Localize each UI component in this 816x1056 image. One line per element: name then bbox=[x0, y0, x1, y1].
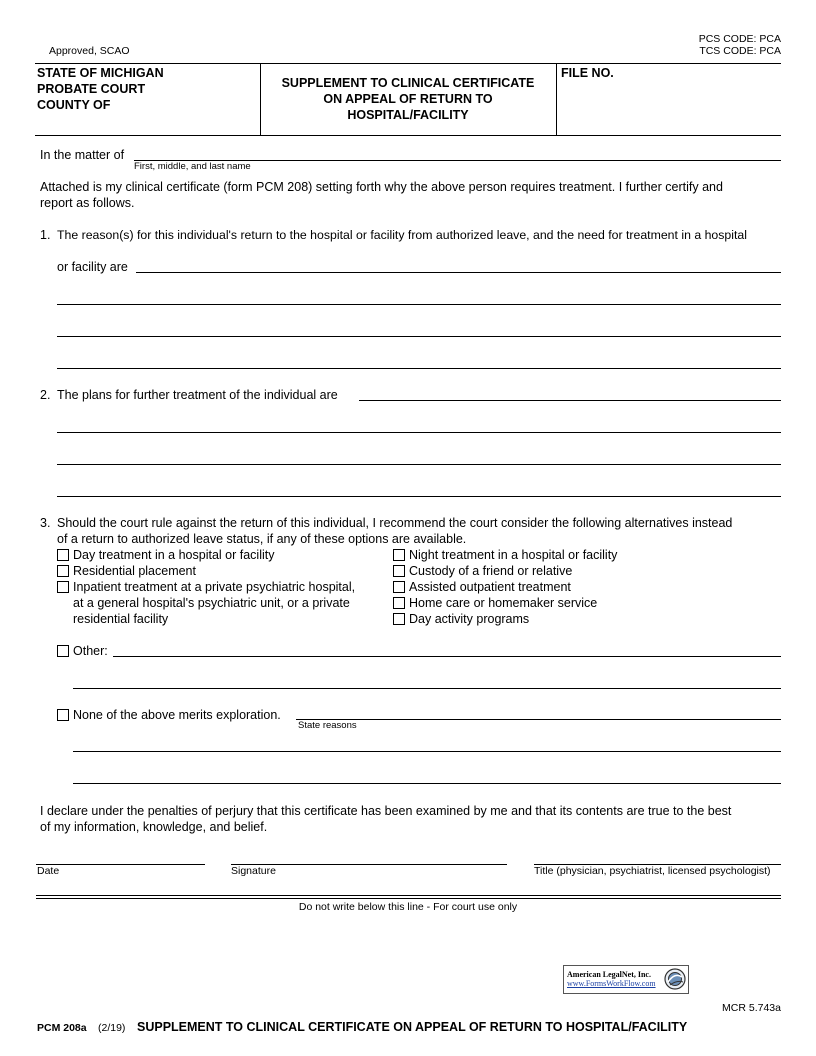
intro-line2: report as follows. bbox=[40, 196, 135, 210]
checkbox-other[interactable] bbox=[57, 645, 69, 657]
option-night-treatment: Night treatment in a hospital or facility bbox=[409, 548, 618, 562]
item1-reason-field-1[interactable] bbox=[136, 272, 781, 273]
item3-line1: Should the court rule against the return of this individual, I recommend the court consider the following alternatives instead bbox=[57, 516, 733, 530]
item2-plans-field-3[interactable] bbox=[57, 464, 781, 465]
mcr-rule: MCR 5.743a bbox=[722, 1002, 781, 1014]
item2-number: 2. bbox=[40, 388, 51, 402]
court-use-note: Do not write below this line - For court use only bbox=[298, 901, 518, 913]
tcs-code: TCS CODE: PCA bbox=[699, 45, 781, 57]
signature-label: Signature bbox=[231, 865, 276, 877]
county-label: COUNTY OF bbox=[37, 98, 111, 112]
header-bottom-rule bbox=[35, 135, 781, 136]
option-day-activity: Day activity programs bbox=[409, 612, 530, 626]
option-none-above: None of the above merits exploration. bbox=[73, 708, 281, 722]
court-use-rule-2 bbox=[36, 898, 781, 899]
date-field[interactable] bbox=[36, 864, 205, 865]
other-field-2[interactable] bbox=[73, 688, 781, 689]
none-reasons-field-2[interactable] bbox=[73, 751, 781, 752]
option-other: Other: bbox=[73, 644, 108, 658]
court-label: PROBATE COURT bbox=[37, 82, 146, 96]
date-label: Date bbox=[37, 865, 60, 877]
item1-number: 1. bbox=[40, 228, 51, 242]
item1-reason-field-2[interactable] bbox=[57, 304, 781, 305]
none-reasons-field-1[interactable] bbox=[296, 719, 781, 720]
form-title-line2: ON APPEAL OF RETURN TO bbox=[323, 92, 493, 106]
checkbox-assisted-outpatient[interactable] bbox=[393, 581, 405, 593]
option-inpatient-treatment: Inpatient treatment at a private psychiatric hospital, bbox=[73, 580, 356, 594]
logo-name: American LegalNet, Inc. bbox=[567, 970, 651, 979]
declaration-line1: I declare under the penalties of perjury that this certificate has been examined by me and that its contents are true to the best bbox=[40, 804, 732, 818]
court-use-rule-1 bbox=[36, 895, 781, 896]
intro-line1: Attached is my clinical certificate (form PCM 208) setting forth why the above person requires treatment. I further certify and bbox=[40, 180, 723, 194]
option-assisted-outpatient: Assisted outpatient treatment bbox=[409, 580, 571, 594]
none-reasons-field-3[interactable] bbox=[73, 783, 781, 784]
checkbox-day-activity[interactable] bbox=[393, 613, 405, 625]
title-label: Title (physician, psychiatrist, licensed psychologist) bbox=[534, 865, 771, 877]
option-inpatient-cont1: at a general hospital's psychiatric unit, or a private bbox=[73, 596, 350, 610]
option-day-treatment: Day treatment in a hospital or facility bbox=[73, 548, 275, 562]
option-residential-placement: Residential placement bbox=[73, 564, 196, 578]
item2-plans-field-2[interactable] bbox=[57, 432, 781, 433]
item1-reason-field-3[interactable] bbox=[57, 336, 781, 337]
item1-reason-field-4[interactable] bbox=[57, 368, 781, 369]
header-divider-right bbox=[556, 63, 557, 135]
state-reasons-hint: State reasons bbox=[298, 720, 357, 731]
checkbox-none-above[interactable] bbox=[57, 709, 69, 721]
header-top-rule bbox=[35, 63, 781, 64]
file-no-label: FILE NO. bbox=[561, 66, 614, 80]
pcs-code: PCS CODE: PCA bbox=[698, 33, 781, 45]
checkbox-home-care[interactable] bbox=[393, 597, 405, 609]
approved-label: Approved, SCAO bbox=[49, 45, 130, 57]
item2-plans-field-4[interactable] bbox=[57, 496, 781, 497]
form-title-line3: HOSPITAL/FACILITY bbox=[347, 108, 469, 122]
item2-plans-field-1[interactable] bbox=[359, 400, 781, 401]
option-home-care: Home care or homemaker service bbox=[409, 596, 598, 610]
matter-hint: First, middle, and last name bbox=[134, 161, 251, 172]
form-revision: (2/19) bbox=[98, 1022, 126, 1034]
legalnet-logo bbox=[563, 965, 689, 994]
header-divider-left bbox=[260, 63, 261, 135]
option-inpatient-cont2: residential facility bbox=[73, 612, 169, 626]
item1-line2: or facility are bbox=[57, 260, 128, 274]
checkbox-day-treatment[interactable] bbox=[57, 549, 69, 561]
item2-text: The plans for further treatment of the individual are bbox=[57, 388, 338, 402]
form-id: PCM 208a bbox=[37, 1022, 87, 1034]
matter-label: In the matter of bbox=[40, 148, 125, 162]
logo-url[interactable]: www.FormsWorkFlow.com bbox=[567, 979, 656, 988]
item1-line1: The reason(s) for this individual's return to the hospital or facility from authorized leave, and the need for treatment in a hospital bbox=[57, 228, 747, 242]
declaration-line2: of my information, knowledge, and belief. bbox=[40, 820, 268, 834]
state-label: STATE OF MICHIGAN bbox=[37, 66, 164, 80]
form-title-line1: SUPPLEMENT TO CLINICAL CERTIFICATE bbox=[281, 76, 535, 90]
item3-line2: of a return to authorized leave status, if any of these options are available. bbox=[57, 532, 467, 546]
item3-number: 3. bbox=[40, 516, 51, 530]
checkbox-inpatient-treatment[interactable] bbox=[57, 581, 69, 593]
checkbox-residential-placement[interactable] bbox=[57, 565, 69, 577]
footer-title: SUPPLEMENT TO CLINICAL CERTIFICATE ON APPEAL OF RETURN TO HOSPITAL/FACILITY bbox=[137, 1020, 688, 1034]
checkbox-night-treatment[interactable] bbox=[393, 549, 405, 561]
checkbox-custody[interactable] bbox=[393, 565, 405, 577]
globe-icon bbox=[664, 968, 686, 990]
other-field-1[interactable] bbox=[113, 656, 781, 657]
option-custody: Custody of a friend or relative bbox=[409, 564, 573, 578]
